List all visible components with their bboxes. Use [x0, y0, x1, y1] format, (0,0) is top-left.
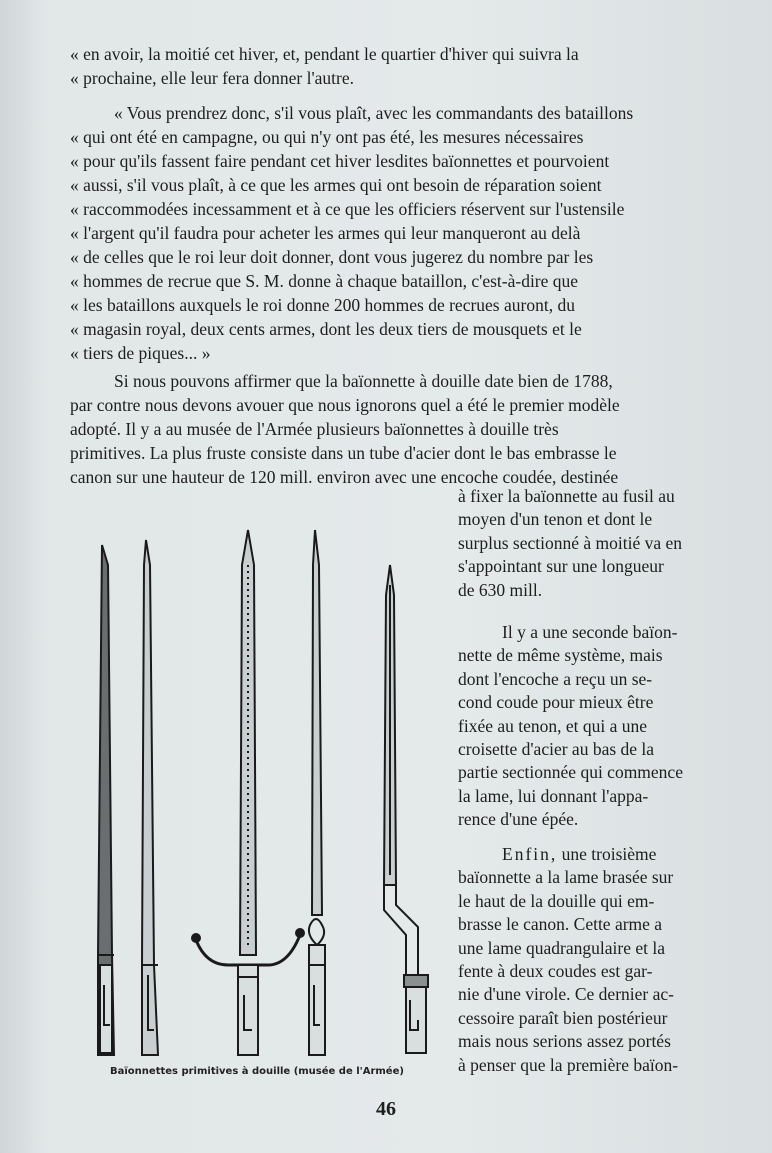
figure-caption: Baïonnettes primitives à douille (musée de l'Armée) [110, 1066, 404, 1077]
text-line: le haut de la douille qui em- [458, 890, 655, 911]
bayonet-1 [98, 545, 114, 1055]
text-line: fixée au tenon, et qui a une [458, 715, 648, 736]
text-line: Il y a une seconde baïon- [502, 622, 678, 642]
text-line: « prochaine, elle leur fera donner l'autre. [70, 68, 354, 88]
text-line: fente à deux coudes est gar- [458, 961, 653, 982]
text-line: « raccommodées incessamment et à ce que les officiers réservent sur l'ustensile [70, 199, 625, 219]
text-line: « hommes de recrue que S. M. donne à chaque bataillon, c'est-à-dire que [70, 271, 579, 291]
text-line: « pour qu'ils fassent faire pendant cet hiver lesdites baïonnettes et pourvoient [70, 151, 610, 171]
text-line: canon sur une hauteur de 120 mill. environ avec une encoche coudée, destinée [70, 467, 619, 487]
text-line: partie sectionnée qui commence [458, 762, 683, 783]
column-paragraph-3 [458, 843, 708, 1077]
text-line: « les bataillons auxquels le roi donne 200 hommes de recrues auront, du [70, 295, 575, 315]
text-line: cond coude pour mieux être [458, 692, 654, 713]
text-line: rence d'une épée. [458, 809, 579, 830]
paragraph-3 [70, 369, 706, 489]
text-line: « Vous prendrez donc, s'il vous plaît, avec les commandants des bataillons [114, 103, 634, 123]
text-line: à fixer la baïonnette au fusil au [458, 486, 675, 506]
text-line: par contre nous devons avouer que nous ignorons quel a été le premier modèle [70, 395, 620, 415]
text-line: une lame quadrangulaire et la [458, 937, 665, 958]
column-paragraph-2 [458, 621, 708, 832]
text-line: de 630 mill. [458, 579, 543, 600]
column-paragraph-1 [458, 485, 708, 602]
text-line: la lame, lui donnant l'appa- [458, 785, 649, 806]
lead-word: Enfin, [502, 844, 558, 864]
text-line: Si nous pouvons affirmer que la baïonnette à douille date bien de 1788, [114, 371, 613, 391]
text-line: cessoire paraît bien postérieur [458, 1007, 668, 1028]
bayonet-3 [192, 530, 304, 1055]
text-line: nie d'une virole. Ce dernier ac- [458, 984, 674, 1005]
text-line: s'appointant sur une longueur [458, 556, 664, 577]
text-line: brasse le canon. Cette arme a [458, 914, 663, 935]
text-line: « tiers de piques... » [70, 343, 211, 363]
text-line: « aussi, s'il vous plaît, à ce que les armes qui ont besoin de réparation soient [70, 175, 602, 195]
text-fragment: une troisième [557, 844, 657, 864]
text-line: primitives. La plus fruste consiste dans un tube d'acier dont le bas embrasse le [70, 443, 617, 463]
text-line: adopté. Il y a au musée de l'Armée plusieurs baïonnettes à douille très [70, 419, 559, 439]
text-line: mais nous serions assez portés [458, 1031, 671, 1052]
paragraph-2-quote [70, 101, 706, 365]
text-line: « l'argent qu'il faudra pour acheter les armes qui leur manqueront au delà [70, 223, 581, 243]
bayonet-4 [309, 530, 325, 1055]
text-line: dont l'encoche a reçu un se- [458, 668, 653, 689]
text-line [458, 843, 708, 866]
text-line: « de celles que le roi leur doit donner, dont vous jugerez du nombre par les [70, 247, 594, 267]
bayonet-2 [142, 540, 158, 1055]
text-line: surplus sectionné à moitié va en [458, 532, 683, 553]
paragraph-1 [70, 42, 706, 90]
text-line: à penser que la première baïon- [458, 1054, 679, 1075]
bayonets-illustration [88, 525, 448, 1065]
text-line: moyen d'un tenon et dont le [458, 509, 653, 530]
bayonet-5 [384, 565, 428, 1053]
page-number: 46 [376, 1098, 396, 1120]
text-line: croisette d'acier au bas de la [458, 739, 655, 760]
text-line: nette de même système, mais [458, 645, 663, 666]
text-line: baïonnette a la lame brasée sur [458, 867, 674, 888]
text-line: « magasin royal, deux cents armes, dont les deux tiers de mousquets et le [70, 319, 582, 339]
text-line: « qui ont été en campagne, ou qui n'y ont pas été, les mesures nécessaires [70, 127, 584, 147]
text-line: « en avoir, la moitié cet hiver, et, pendant le quartier d'hiver qui suivra la [70, 44, 579, 64]
